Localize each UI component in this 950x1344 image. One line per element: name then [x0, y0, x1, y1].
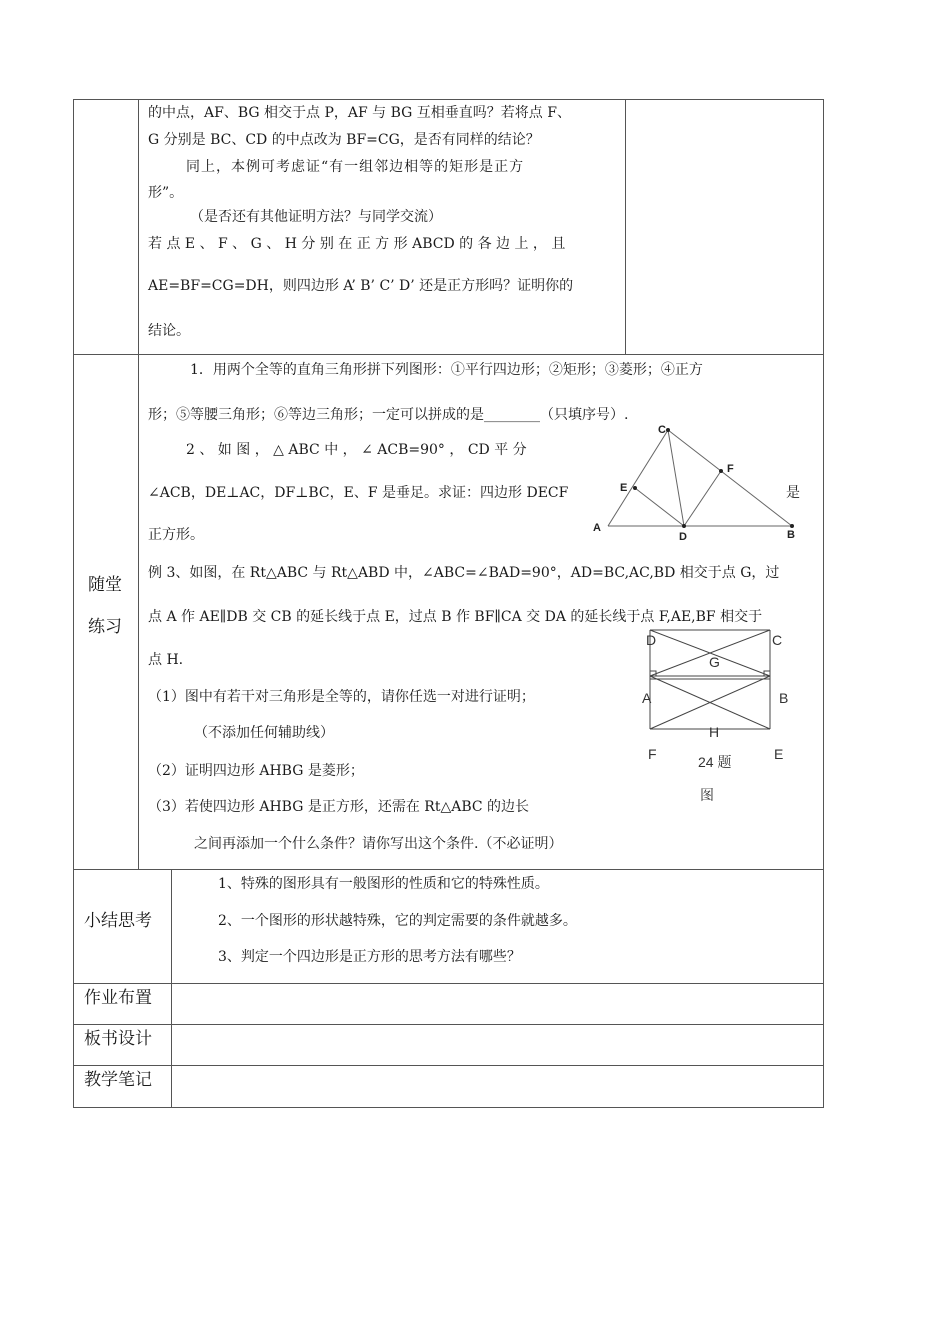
row-divider-4 [73, 1024, 824, 1025]
fig2-label-E: E [774, 746, 784, 762]
row-divider-3 [73, 983, 824, 984]
table-border-top [73, 99, 824, 100]
fig1-label-E: E [620, 482, 628, 494]
q3-part-3-cont: 之间再添加一个什么条件？请你写出这个条件.（不必证明） [194, 836, 563, 852]
q2-line-3: 正方形。 [148, 527, 204, 543]
row-divider-5 [73, 1065, 824, 1066]
q2-line-2: ∠ACB，DE⊥AC，DF⊥BC，E、F 是垂足。求证：四边形 DECF [148, 485, 569, 501]
q3-part-1: （1）图中有若干对三角形是全等的，请你任选一对进行证明； [148, 689, 535, 705]
homework-label: 作业布置 [84, 988, 152, 1008]
practice-label-line1: 随堂 [88, 575, 122, 595]
divider-label-col-upper [138, 99, 139, 869]
summary-item-1: 1、特殊的图形具有一般图形的性质和它的特殊性质。 [218, 876, 549, 892]
practice-label-line2: 练习 [88, 617, 122, 637]
fig1-label-F: F [727, 463, 734, 475]
fig1-label-B: B [787, 529, 795, 541]
summary-item-3: 3、判定一个四边形是正方形的思考方法有哪些？ [218, 949, 521, 965]
fig2-label-F: F [648, 746, 657, 762]
fig2-caption-line1: 24 题 [698, 754, 732, 770]
q2-line-2-end: 是 [786, 485, 800, 501]
top-line-5: （是否还有其他证明方法？与同学交流） [190, 209, 442, 225]
table-border-right [823, 99, 824, 1108]
table-border-bottom [73, 1107, 824, 1108]
top-line-6: 若 点 E 、 F 、 G 、 H 分 别 在 正 方 形 ABCD 的 各 边 上 ， 且 [148, 236, 566, 252]
fig2-label-C: C [772, 632, 783, 648]
row-divider-1 [73, 354, 824, 355]
fig1-label-A: A [593, 522, 601, 534]
fig2-label-G: G [709, 654, 720, 670]
divider-label-col-lower [171, 869, 172, 1108]
fig1-label-D: D [679, 531, 687, 542]
top-line-7: AE=BF=CG=DH，则四边形 A’ B’ C’ D’ 还是正方形吗？证明你的 [148, 278, 574, 294]
q2-line-1: 2 、 如 图 ， △ ABC 中 ， ∠ ACB=90° ， CD 平 分 [186, 442, 527, 458]
bowtie-figure [637, 626, 802, 806]
summary-item-2: 2、一个图形的形状越特殊，它的判定需要的条件就越多。 [218, 913, 577, 929]
table-border-left [73, 99, 74, 1108]
q3-part-3: （3）若使四边形 AHBG 是正方形，还需在 Rt△ABC 的边长 [148, 799, 530, 815]
fig2-label-D: D [646, 632, 657, 648]
top-line-2: G 分别是 BC、CD 的中点改为 BF=CG，是否有同样的结论？ [148, 132, 540, 148]
q3-line-1: 例 3、如图，在 Rt△ABC 与 Rt△ABD 中，∠ABC=∠BAD=90°，AD=BC,AC,BD 相交于点 G，过 [148, 565, 780, 581]
top-line-4: 形”。 [148, 185, 184, 201]
notes-label: 教学笔记 [84, 1070, 152, 1090]
fig2-label-A: A [642, 690, 652, 706]
board-label: 板书设计 [84, 1029, 152, 1049]
q3-part-2: （2）证明四边形 AHBG 是菱形； [148, 763, 364, 779]
fig2-label-B: B [779, 690, 789, 706]
triangle-figure [588, 422, 803, 542]
q1-line-1: 1．用两个全等的直角三角形拼下列图形：①平行四边形；②矩形；③菱形；④正方 [190, 362, 703, 378]
row-divider-2 [73, 869, 824, 870]
fig1-label-C: C [658, 424, 666, 436]
q3-line-2: 点 A 作 AE∥DB 交 CB 的延长线于点 E，过点 B 作 BF∥CA 交 DA 的延长线于点 F,AE,BF 相交于 [148, 609, 763, 625]
q3-part-1-note: （不添加任何辅助线） [194, 725, 334, 741]
summary-label: 小结思考 [84, 911, 152, 931]
q1-line-2: 形；⑤等腰三角形；⑥等边三角形；一定可以拼成的是________（只填序号）. [148, 407, 629, 423]
divider-right-col [625, 99, 626, 354]
fig2-caption-line2: 图 [700, 787, 714, 803]
top-line-1: 的中点，AF、BG 相交于点 P，AF 与 BG 互相垂直吗？若将点 F、 [148, 105, 571, 121]
top-line-3: 同上，本例可考虑证“有一组邻边相等的矩形是正方 [186, 159, 525, 175]
q3-line-3: 点 H. [148, 652, 184, 668]
fig2-label-H: H [709, 724, 720, 740]
top-line-8: 结论。 [148, 323, 190, 339]
